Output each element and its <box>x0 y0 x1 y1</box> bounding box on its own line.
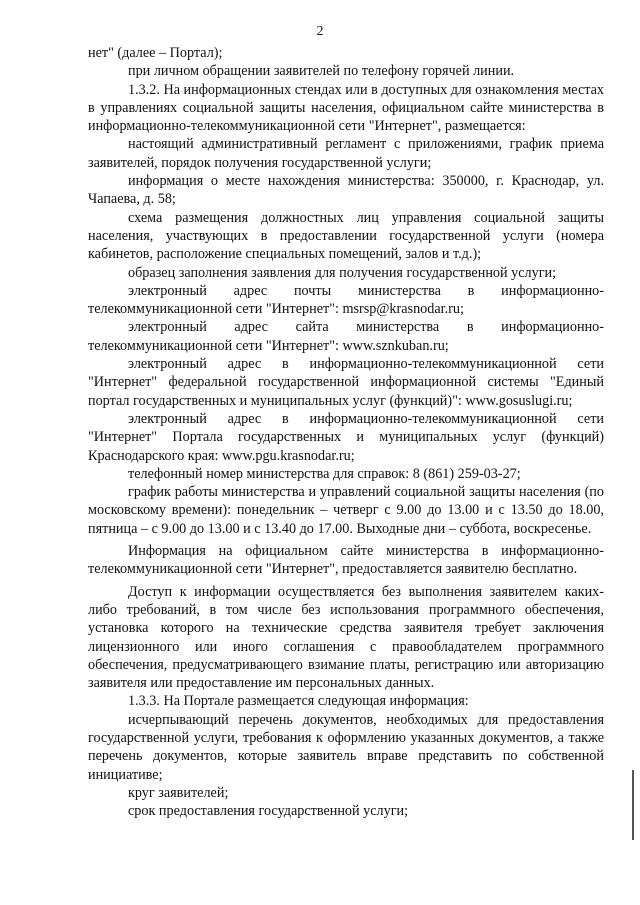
paragraph: при личном обращении заявителей по телефону горячей линии. <box>128 63 515 80</box>
paragraph: нет" (далее – Портал); <box>88 45 223 61</box>
paragraph: исчерпывающий перечень документов, необходимых для предоставления государственной услуги, требования к оформлению указанных документов, а также перечень документов, которые заявитель вправе представить по собственной инициативе; <box>88 711 604 783</box>
paragraph: круг заявителей; <box>128 784 229 801</box>
paragraph: срок предоставления государственной услуги; <box>128 803 409 820</box>
document-body <box>88 44 604 820</box>
paragraph: образец заполнения заявления для получения государственной услуги; <box>128 264 557 281</box>
paragraph: схема размещения должностных лиц управления социальной защиты населения, участвующих в предоставлении государственной услуги (номера кабинетов, расположение специальных помещений, залов и т.д.); <box>88 209 604 263</box>
page-number: 2 <box>316 24 324 39</box>
paragraph: электронный адрес в информационно-телекоммуникационной сети "Интернет" федеральной государственной информационной системы "Единый портал государственных и муниципальных услуг (функций)": www.gosuslugi.ru; <box>88 356 604 409</box>
paragraph: Доступ к информации осуществляется без выполнения заявителем каких-либо требований, в том числе без использования программного обеспечения, установка которого на технические средства заявителя требует заключения лицензионного или иного соглашения с правообладателем программного обеспечения, предусматривающего взимание платы, регистрацию или авторизацию заявителя или предоставление им персональных данных. <box>88 583 604 692</box>
paragraph: телефонный номер министерства для справок: 8 (861) 259-03-27; <box>128 465 521 482</box>
paragraph: Информация на официальном сайте министерства в информационно-телекоммуникационной сети "Интернет", предоставляется заявителю бесплатно. <box>88 543 604 578</box>
paragraph: 1.3.3. На Портале размещается следующая информация: <box>128 693 469 710</box>
paragraph: электронный адрес в информационно-телекоммуникационной сети "Интернет" Портала государственных и муниципальных услуг (функций) Краснодарского края: www.pgu.krasnodar.ru; <box>88 410 604 464</box>
paragraph: информация о месте нахождения министерства: 350000, г. Краснодар, ул. Чапаева, д. 58; <box>88 173 604 208</box>
paragraph: электронный адрес сайта министерства в информационно-телекоммуникационной сети "Интернет": www.sznkuban.ru; <box>88 319 604 354</box>
scan-edge-mark <box>632 770 634 840</box>
paragraph: настоящий административный регламент с приложениями, график приема заявителей, порядок получения государственной услуги; <box>88 136 604 171</box>
paragraph: график работы министерства и управлений социальной защиты населения (по московскому времени): понедельник – четверг с 9.00 до 13.00 и с 13.50 до 18.00, пятница – с 9.00 до 13.00 и с 13.40 до 17.00. Выходные дни – суббота, воскресенье. <box>88 484 604 537</box>
paragraph: электронный адрес почты министерства в информационно-телекоммуникационной сети "Интернет": msrsp@krasnodar.ru; <box>88 282 604 318</box>
paragraph: 1.3.2. На информационных стендах или в доступных для ознакомления местах в управлениях социальной защиты населения, официальном сайте министерства в информационно-телекоммуникационной сети "Интернет", размещается: <box>88 81 605 135</box>
